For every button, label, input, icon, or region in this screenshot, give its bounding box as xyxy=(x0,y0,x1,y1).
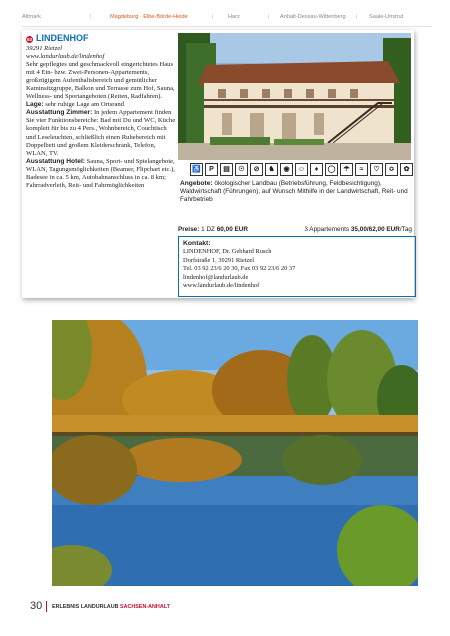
lage-text: sehr ruhige Lage am Ortsrand xyxy=(45,101,124,109)
contact-name: LINDENHOF, Dr. Gebhard Rusch xyxy=(183,248,272,256)
contact-website[interactable]: www.landurlaub.de/lindenhof xyxy=(183,282,260,290)
prices-left xyxy=(178,226,248,233)
nav-divider xyxy=(22,26,432,27)
listing-card xyxy=(22,30,414,298)
contact-phone: Tel. 03 92 23/6 20 30, Fax 03 92 23/6 20 37 xyxy=(183,265,296,273)
nav-separator: | xyxy=(90,14,92,20)
price-single-value: 60,00 EUR xyxy=(216,226,249,233)
page-number: 30 xyxy=(30,600,43,612)
child-icon: ☺ xyxy=(295,163,308,176)
nav-separator: | xyxy=(268,14,270,20)
nav-separator: | xyxy=(212,14,214,20)
contact-label: Kontakt: xyxy=(183,240,211,247)
price-apartments: 3 Appartements xyxy=(304,226,350,233)
sauna-icon: ≈ xyxy=(355,163,368,176)
price-unit: /Tag xyxy=(399,226,412,233)
footer-brand-part1: ERLEBNIS LANDURLAUB xyxy=(52,604,119,610)
offers-text: ökologischer Landbau (Betriebsführung, Feldbesichtigung), Waldwirtschaft (Führungen), auf Wunsch Mithilfe in der Landwirtschaft, Reit- und Fahrbetrieb xyxy=(180,180,408,204)
hotel-label: Ausstattung Hotel: xyxy=(26,157,85,165)
lage-paragraph xyxy=(26,101,176,109)
zimmer-text: In jedem Appartement finden Sie vier Funktionsbereiche: Bad mit Du und WC, Küche komplett für bis zu 4 Pers., Wohnbereich, Couchtisch und Leseleuchten, schließlich einen Ruhebereich mit Doppelbett und großem Kleiderschrank, Telefon, WLAN, TV. xyxy=(26,109,176,157)
book-icon: ▤ xyxy=(220,163,233,176)
listing-description: Sehr gepflegtes und geschmackvoll eingerichtetes Haus mit 4 Ein- bzw. Zwei-Personen-Appartements, großzügigem Aufenthaltsbereich und gemütlicher Kaminsitzgruppe, Balkon und Terrasse zum Hof, Sauna, Wellness- und Sportangeboten (Reiten, Radfahren). xyxy=(26,61,175,101)
tractor-icon: ◉ xyxy=(280,163,293,176)
hotel-text: Sauna, Sport- und Spielangebote, WLAN, Tagungsmöglichkeiten (Beamer, Flipchart etc.), Badesee in ca. 5 km, Autobahnanschluss in ca. 8 km; Fahrradverleih, Reit- und Fahrmöglichkeiten xyxy=(26,157,175,189)
bike-icon: ◯ xyxy=(325,163,338,176)
no-smoking-icon: ⊘ xyxy=(250,163,263,176)
region-navigation xyxy=(22,14,432,26)
listing-title: LINDENHOF xyxy=(36,33,89,43)
listing-url[interactable]: www.landurlaub.de/lindenhof xyxy=(26,53,105,61)
hotel-paragraph xyxy=(26,158,176,190)
lage-label: Lage: xyxy=(26,101,44,109)
prices-right xyxy=(304,226,412,233)
price-single: 1 DZ xyxy=(201,226,215,233)
nav-item-anhalt[interactable]: Anhalt-Dessau-Wittenberg xyxy=(280,14,346,20)
nav-item-altmark[interactable]: Altmark xyxy=(22,14,41,20)
cow-icon: ♦ xyxy=(310,163,323,176)
price-apartments-value: 35,00/62,00 EUR xyxy=(350,226,400,233)
listing-location: 39291 Rietzel xyxy=(26,45,63,52)
nav-item-harz[interactable]: Harz xyxy=(228,14,240,20)
parking-icon: P xyxy=(205,163,218,176)
contact-address: Dorfstraße 1, 39291 Rietzel xyxy=(183,256,254,264)
contact-email[interactable]: lindenhof@landurlaub.de xyxy=(183,273,249,281)
footer-divider xyxy=(46,601,47,612)
wheelchair-icon: ♿ xyxy=(190,163,203,176)
zimmer-paragraph xyxy=(26,109,176,157)
nav-separator: | xyxy=(356,14,358,20)
zimmer-label: Ausstattung Zimmer: xyxy=(26,109,93,117)
offers-paragraph xyxy=(180,180,412,205)
footer-brand xyxy=(52,604,170,610)
listing-title-row xyxy=(26,34,176,45)
farmhouse-photo xyxy=(178,33,411,160)
nav-item-saale-unstrut[interactable]: Saale-Unstrut xyxy=(369,14,404,20)
dog-icon: ☉ xyxy=(235,163,248,176)
plant-icon: ✿ xyxy=(400,163,413,176)
heart-icon: ♡ xyxy=(370,163,383,176)
offers-label: Angebote: xyxy=(180,180,213,187)
footer-brand-part2: SACHSEN-ANHALT xyxy=(119,604,170,610)
listing-number-badge: 53 xyxy=(26,37,32,42)
wifi-icon: ≎ xyxy=(385,163,398,176)
prices-label: Preise: xyxy=(178,226,200,233)
contact-box xyxy=(178,236,416,297)
listing-text-column xyxy=(26,34,176,190)
prices-row xyxy=(178,226,412,235)
shower-icon: ☂ xyxy=(340,163,353,176)
nav-item-magdeburg[interactable]: Magdeburg · Elbe-Börde-Heide xyxy=(110,14,188,20)
autumn-lake-photo xyxy=(52,320,418,586)
horse-icon: ♞ xyxy=(265,163,278,176)
